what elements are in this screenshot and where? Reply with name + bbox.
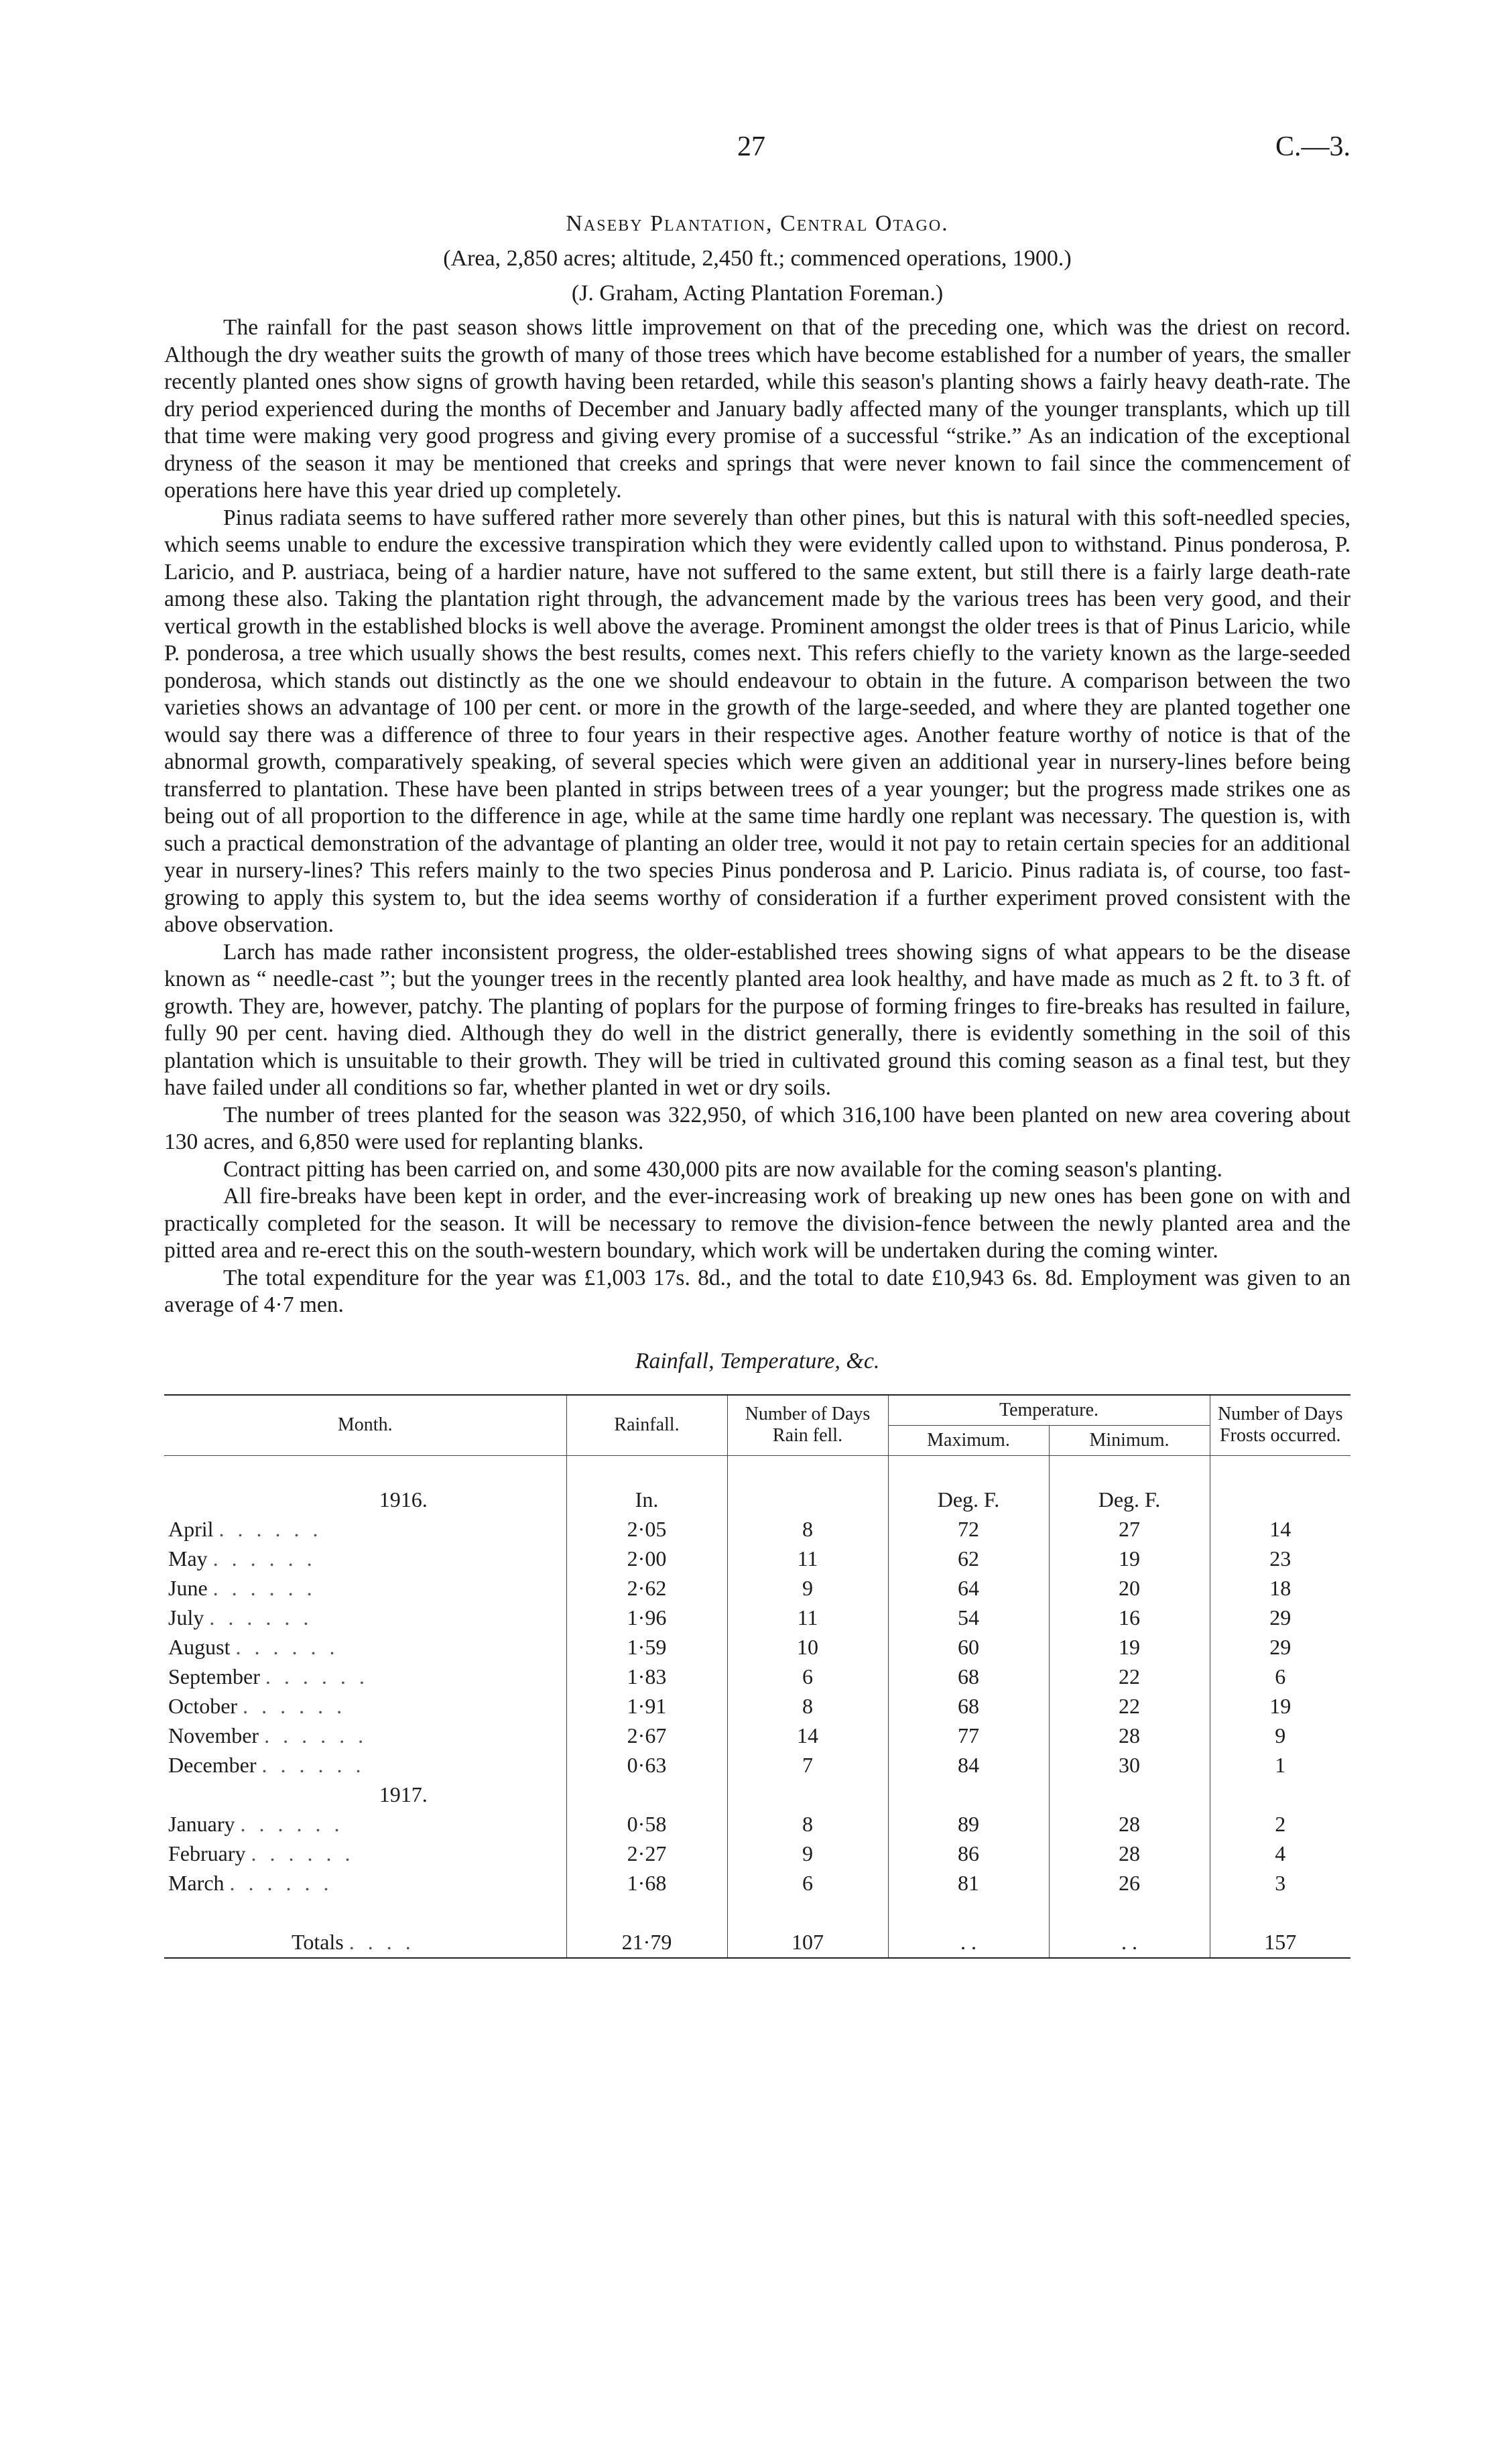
minimum-cell: 30 <box>1049 1751 1210 1780</box>
days-rain-cell: 6 <box>727 1662 888 1692</box>
table-row <box>164 1810 1350 1839</box>
dot-leader: . . . . . . <box>265 1664 369 1689</box>
month-name: March <box>168 1871 225 1895</box>
paragraph: All fire-breaks have been kept in order, and the ever-increasing work of breaking up new ones has been gone on with and practically completed for the season. It will be necessary to remove the division-fence between the newly planted area and the pitted area and re-erect this on the south-western boundary, which work will be undertaken during the coming winter. <box>164 1184 1350 1263</box>
maximum-cell: 89 <box>888 1810 1049 1839</box>
rainfall-cell: 1·68 <box>566 1869 727 1898</box>
total-frosts: 157 <box>1210 1928 1350 1958</box>
table-row <box>164 1544 1350 1574</box>
total-maximum: . . <box>888 1928 1049 1958</box>
document-code: C.—3. <box>1275 131 1350 162</box>
header-rainfall: Rainfall. <box>566 1395 727 1456</box>
frosts-cell: 4 <box>1275 1841 1286 1865</box>
rainfall-cell: 0·58 <box>566 1810 727 1839</box>
rainfall-cell: 2·05 <box>566 1515 727 1544</box>
month-cell <box>164 1869 566 1898</box>
header-minimum: Minimum. <box>1049 1425 1210 1455</box>
rainfall-cell: 2·27 <box>566 1839 727 1869</box>
section-officer: (J. Graham, Acting Plantation Foreman.) <box>571 281 944 306</box>
report-body <box>164 314 1350 1319</box>
month-name: December <box>168 1753 257 1777</box>
paragraph: The number of trees planted for the season was 322,950, of which 316,100 have been planted on new area covering about 130 acres, and 6,850 were used for replanting blanks. <box>164 1102 1350 1154</box>
month-cell <box>164 1603 566 1633</box>
days-rain-cell: 6 <box>727 1869 888 1898</box>
frosts-cell: 23 <box>1269 1546 1292 1571</box>
totals-label-cell <box>164 1928 566 1958</box>
totals-label: Totals <box>292 1930 344 1954</box>
dot-leader: . . . . . . <box>209 1605 313 1630</box>
days-rain-cell: 14 <box>727 1721 888 1751</box>
paragraph: The rainfall for the past season shows little improvement on that of the preceding one, which was the driest on record. Although the dry weather suits the growth of many of those trees which have become established for a number of years, the smaller recently planted ones show signs of growth having been retarded, while this season's planting shows a fairly heavy death-rate. The dry period experienced during the months of December and January badly affected many of the younger transplants, which up till that time were making very good progress and giving every promise of a successful “strike.” As an indication of the exceptional dryness of the season it may be mentioned that creeks and springs that were never known to fail since the commencement of operations here have this year dried up completely. <box>164 315 1350 503</box>
table-row <box>164 1692 1350 1721</box>
table-row <box>164 1751 1350 1780</box>
month-name: October <box>168 1694 238 1718</box>
days-rain-cell: 11 <box>727 1603 888 1633</box>
dot-leader: . . . . . . <box>218 1517 322 1541</box>
dot-leader: . . . . . . <box>243 1694 346 1718</box>
dot-leader: . . . . . . <box>212 1546 316 1571</box>
month-cell <box>164 1721 566 1751</box>
maximum-cell: 68 <box>888 1692 1049 1721</box>
header-temperature: Temperature. <box>888 1395 1210 1426</box>
frosts-cell: 19 <box>1269 1694 1292 1718</box>
table-row <box>164 1603 1350 1633</box>
month-name: June <box>168 1576 208 1600</box>
dot-leader: . . . . . . <box>235 1635 339 1659</box>
month-name: November <box>168 1723 259 1747</box>
table-row <box>164 1515 1350 1544</box>
days-rain-cell: 8 <box>727 1810 888 1839</box>
month-cell <box>164 1751 566 1780</box>
rainfall-cell: 1·91 <box>566 1692 727 1721</box>
rainfall-cell: 2·67 <box>566 1721 727 1751</box>
minimum-cell: 27 <box>1049 1515 1210 1544</box>
minimum-cell: 16 <box>1049 1603 1210 1633</box>
totals-row <box>164 1928 1350 1958</box>
maximum-cell: 77 <box>888 1721 1049 1751</box>
minimum-cell: 28 <box>1049 1839 1210 1869</box>
table-row <box>164 1869 1350 1898</box>
days-rain-cell: 8 <box>727 1692 888 1721</box>
minimum-cell: 19 <box>1049 1633 1210 1662</box>
month-cell <box>164 1662 566 1692</box>
page-number: 27 <box>737 131 765 162</box>
rainfall-cell: 1·96 <box>566 1603 727 1633</box>
year-label: 1917. <box>164 1780 566 1810</box>
minimum-cell: 19 <box>1049 1544 1210 1574</box>
month-cell <box>164 1515 566 1544</box>
unit-maximum: Deg. F. <box>888 1485 1049 1515</box>
section-details: (Area, 2,850 acres; altitude, 2,450 ft.; commenced operations, 1900.) <box>443 246 1072 271</box>
days-rain-cell: 9 <box>727 1574 888 1603</box>
rainfall-cell: 2·00 <box>566 1544 727 1574</box>
month-cell <box>164 1810 566 1839</box>
dot-leader: . . . . . . <box>229 1871 333 1895</box>
month-name: January <box>168 1812 235 1836</box>
header-frosts: Number of Days Frosts occurred. <box>1210 1395 1350 1456</box>
month-cell <box>164 1839 566 1869</box>
frosts-cell: 29 <box>1269 1605 1292 1630</box>
table-row <box>164 1780 1350 1810</box>
page-header <box>164 131 1350 178</box>
maximum-cell: 60 <box>888 1633 1049 1662</box>
days-rain-cell: 10 <box>727 1633 888 1662</box>
year-label: 1916. <box>164 1485 566 1515</box>
rainfall-cell: 1·83 <box>566 1662 727 1692</box>
dot-leader: . . . . <box>349 1930 415 1954</box>
maximum-cell: 62 <box>888 1544 1049 1574</box>
total-minimum: . . <box>1049 1928 1210 1958</box>
minimum-cell: 26 <box>1049 1869 1210 1898</box>
table-row <box>164 1633 1350 1662</box>
month-name: February <box>168 1841 246 1865</box>
month-cell <box>164 1574 566 1603</box>
section-title: Naseby Plantation, Central Otago. <box>566 211 949 236</box>
month-name: August <box>168 1635 231 1659</box>
month-name: July <box>168 1605 204 1630</box>
paragraph: Larch has made rather inconsistent progress, the older-established trees showing signs of what appears to be the disease known as “ needle-cast ”; but the younger trees in the recently planted area look healthy, and have made as much as 2 ft. to 3 ft. of growth. They are, however, patchy. The planting of poplars for the purpose of forming fringes to fire-breaks has resulted in failure, fully 90 per cent. having died. Although they do well in the district generally, there is evidently something in the soil of this plantation which is unsuitable to their growth. They will be tried in cultivated ground this coming season as a final test, but they have failed under all conditions so far, whether planted in wet or dry soils. <box>164 939 1350 1100</box>
dot-leader: . . . . . . <box>261 1753 365 1777</box>
maximum-cell: 84 <box>888 1751 1049 1780</box>
frosts-cell: 9 <box>1275 1723 1286 1747</box>
frosts-cell: 1 <box>1275 1753 1286 1777</box>
month-cell <box>164 1544 566 1574</box>
frosts-cell: 6 <box>1275 1664 1286 1689</box>
dot-leader: . . . . . . <box>264 1723 368 1747</box>
minimum-cell: 20 <box>1049 1574 1210 1603</box>
month-name: September <box>168 1664 260 1689</box>
minimum-cell: 28 <box>1049 1810 1210 1839</box>
minimum-cell: 22 <box>1049 1662 1210 1692</box>
days-rain-cell: 11 <box>727 1544 888 1574</box>
month-name: April <box>168 1517 214 1541</box>
dot-leader: . . . . . . <box>240 1812 344 1836</box>
minimum-cell: 28 <box>1049 1721 1210 1751</box>
frosts-cell: 14 <box>1269 1517 1292 1541</box>
table-row <box>164 1485 1350 1515</box>
paragraph: The total expenditure for the year was £1,003 17s. 8d., and the total to date £10,943 6s. 8d. Employment was given to an average of 4·7 men. <box>164 1265 1350 1317</box>
maximum-cell: 54 <box>888 1603 1049 1633</box>
month-name: May <box>168 1546 208 1571</box>
month-cell <box>164 1692 566 1721</box>
paragraph: Contract pitting has been carried on, and some 430,000 pits are now available for the coming season's planting. <box>223 1156 1222 1182</box>
maximum-cell: 64 <box>888 1574 1049 1603</box>
dot-leader: . . . . . . <box>212 1576 316 1600</box>
maximum-cell: 72 <box>888 1515 1049 1544</box>
table-row <box>164 1839 1350 1869</box>
maximum-cell: 86 <box>888 1839 1049 1869</box>
rainfall-temperature-table <box>164 1394 1350 1959</box>
frosts-cell: 29 <box>1269 1635 1292 1659</box>
rainfall-cell: 0·63 <box>566 1751 727 1780</box>
maximum-cell: 68 <box>888 1662 1049 1692</box>
header-month: Month. <box>164 1395 566 1456</box>
days-rain-cell: 8 <box>727 1515 888 1544</box>
frosts-cell: 2 <box>1275 1812 1286 1836</box>
unit-rainfall: In. <box>566 1485 727 1515</box>
rainfall-cell: 2·62 <box>566 1574 727 1603</box>
dot-leader: . . . . . . <box>251 1841 355 1865</box>
table-row <box>164 1721 1350 1751</box>
header-maximum: Maximum. <box>888 1425 1049 1455</box>
rainfall-cell: 1·59 <box>566 1633 727 1662</box>
days-rain-cell: 9 <box>727 1839 888 1869</box>
total-rainfall: 21·79 <box>566 1928 727 1958</box>
minimum-cell: 22 <box>1049 1692 1210 1721</box>
days-rain-cell: 7 <box>727 1751 888 1780</box>
header-days-rain: Number of Days Rain fell. <box>727 1395 888 1456</box>
frosts-cell: 18 <box>1269 1576 1292 1600</box>
unit-minimum: Deg. F. <box>1049 1485 1210 1515</box>
table-title: Rainfall, Temperature, &c. <box>635 1348 880 1373</box>
table-row <box>164 1574 1350 1603</box>
maximum-cell: 81 <box>888 1869 1049 1898</box>
table-body <box>164 1485 1350 1958</box>
document-page <box>164 131 1350 1959</box>
paragraph: Pinus radiata seems to have suffered rather more severely than other pines, but this is natural with this soft-needled species, which seems unable to endure the excessive transpiration which they were evidently called upon to withstand. Pinus ponderosa, P. Laricio, and P. austriaca, being of a hardier nature, have not suffered to the same extent, but still there is a fairly large death-rate among these also. Taking the plantation right through, the advancement made by the various trees has been very good, and their vertical growth in the established blocks is well above the average. Prominent amongst the older trees is that of Pinus Laricio, while P. ponderosa, a tree which usually shows the best results, comes next. This refers chiefly to the variety known as the large-seeded ponderosa, which stands out distinctly as the one we should endeavour to obtain in the future. A comparison between the two varieties shows an advantage of 100 per cent. or more in the growth of the large-seeded, and where they are planted together one would say there was a difference of three to four years in their respective ages. Another feature worthy of notice is that of the abnormal growth, comparatively speaking, of several species which were given an additional year in nursery-lines before being transferred to plantation. These have been planted in strips between trees of a year younger; but the progress made strikes one as being out of all proportion to the difference in age, while at the same time hardly one replant was necessary. The question is, with such a practical demonstration of the advantage of planting an older tree, would it not pay to retain certain species for an additional year in nursery-lines? This refers mainly to the two species Pinus ponderosa and P. Laricio. Pinus radiata is, of course, too fast-growing to apply this system to, but the idea seems worthy of consideration if a further experiment proved consistent with the above observation. <box>164 505 1350 937</box>
frosts-cell: 3 <box>1275 1871 1286 1895</box>
table-row <box>164 1662 1350 1692</box>
month-cell <box>164 1633 566 1662</box>
total-days-rain: 107 <box>727 1928 888 1958</box>
